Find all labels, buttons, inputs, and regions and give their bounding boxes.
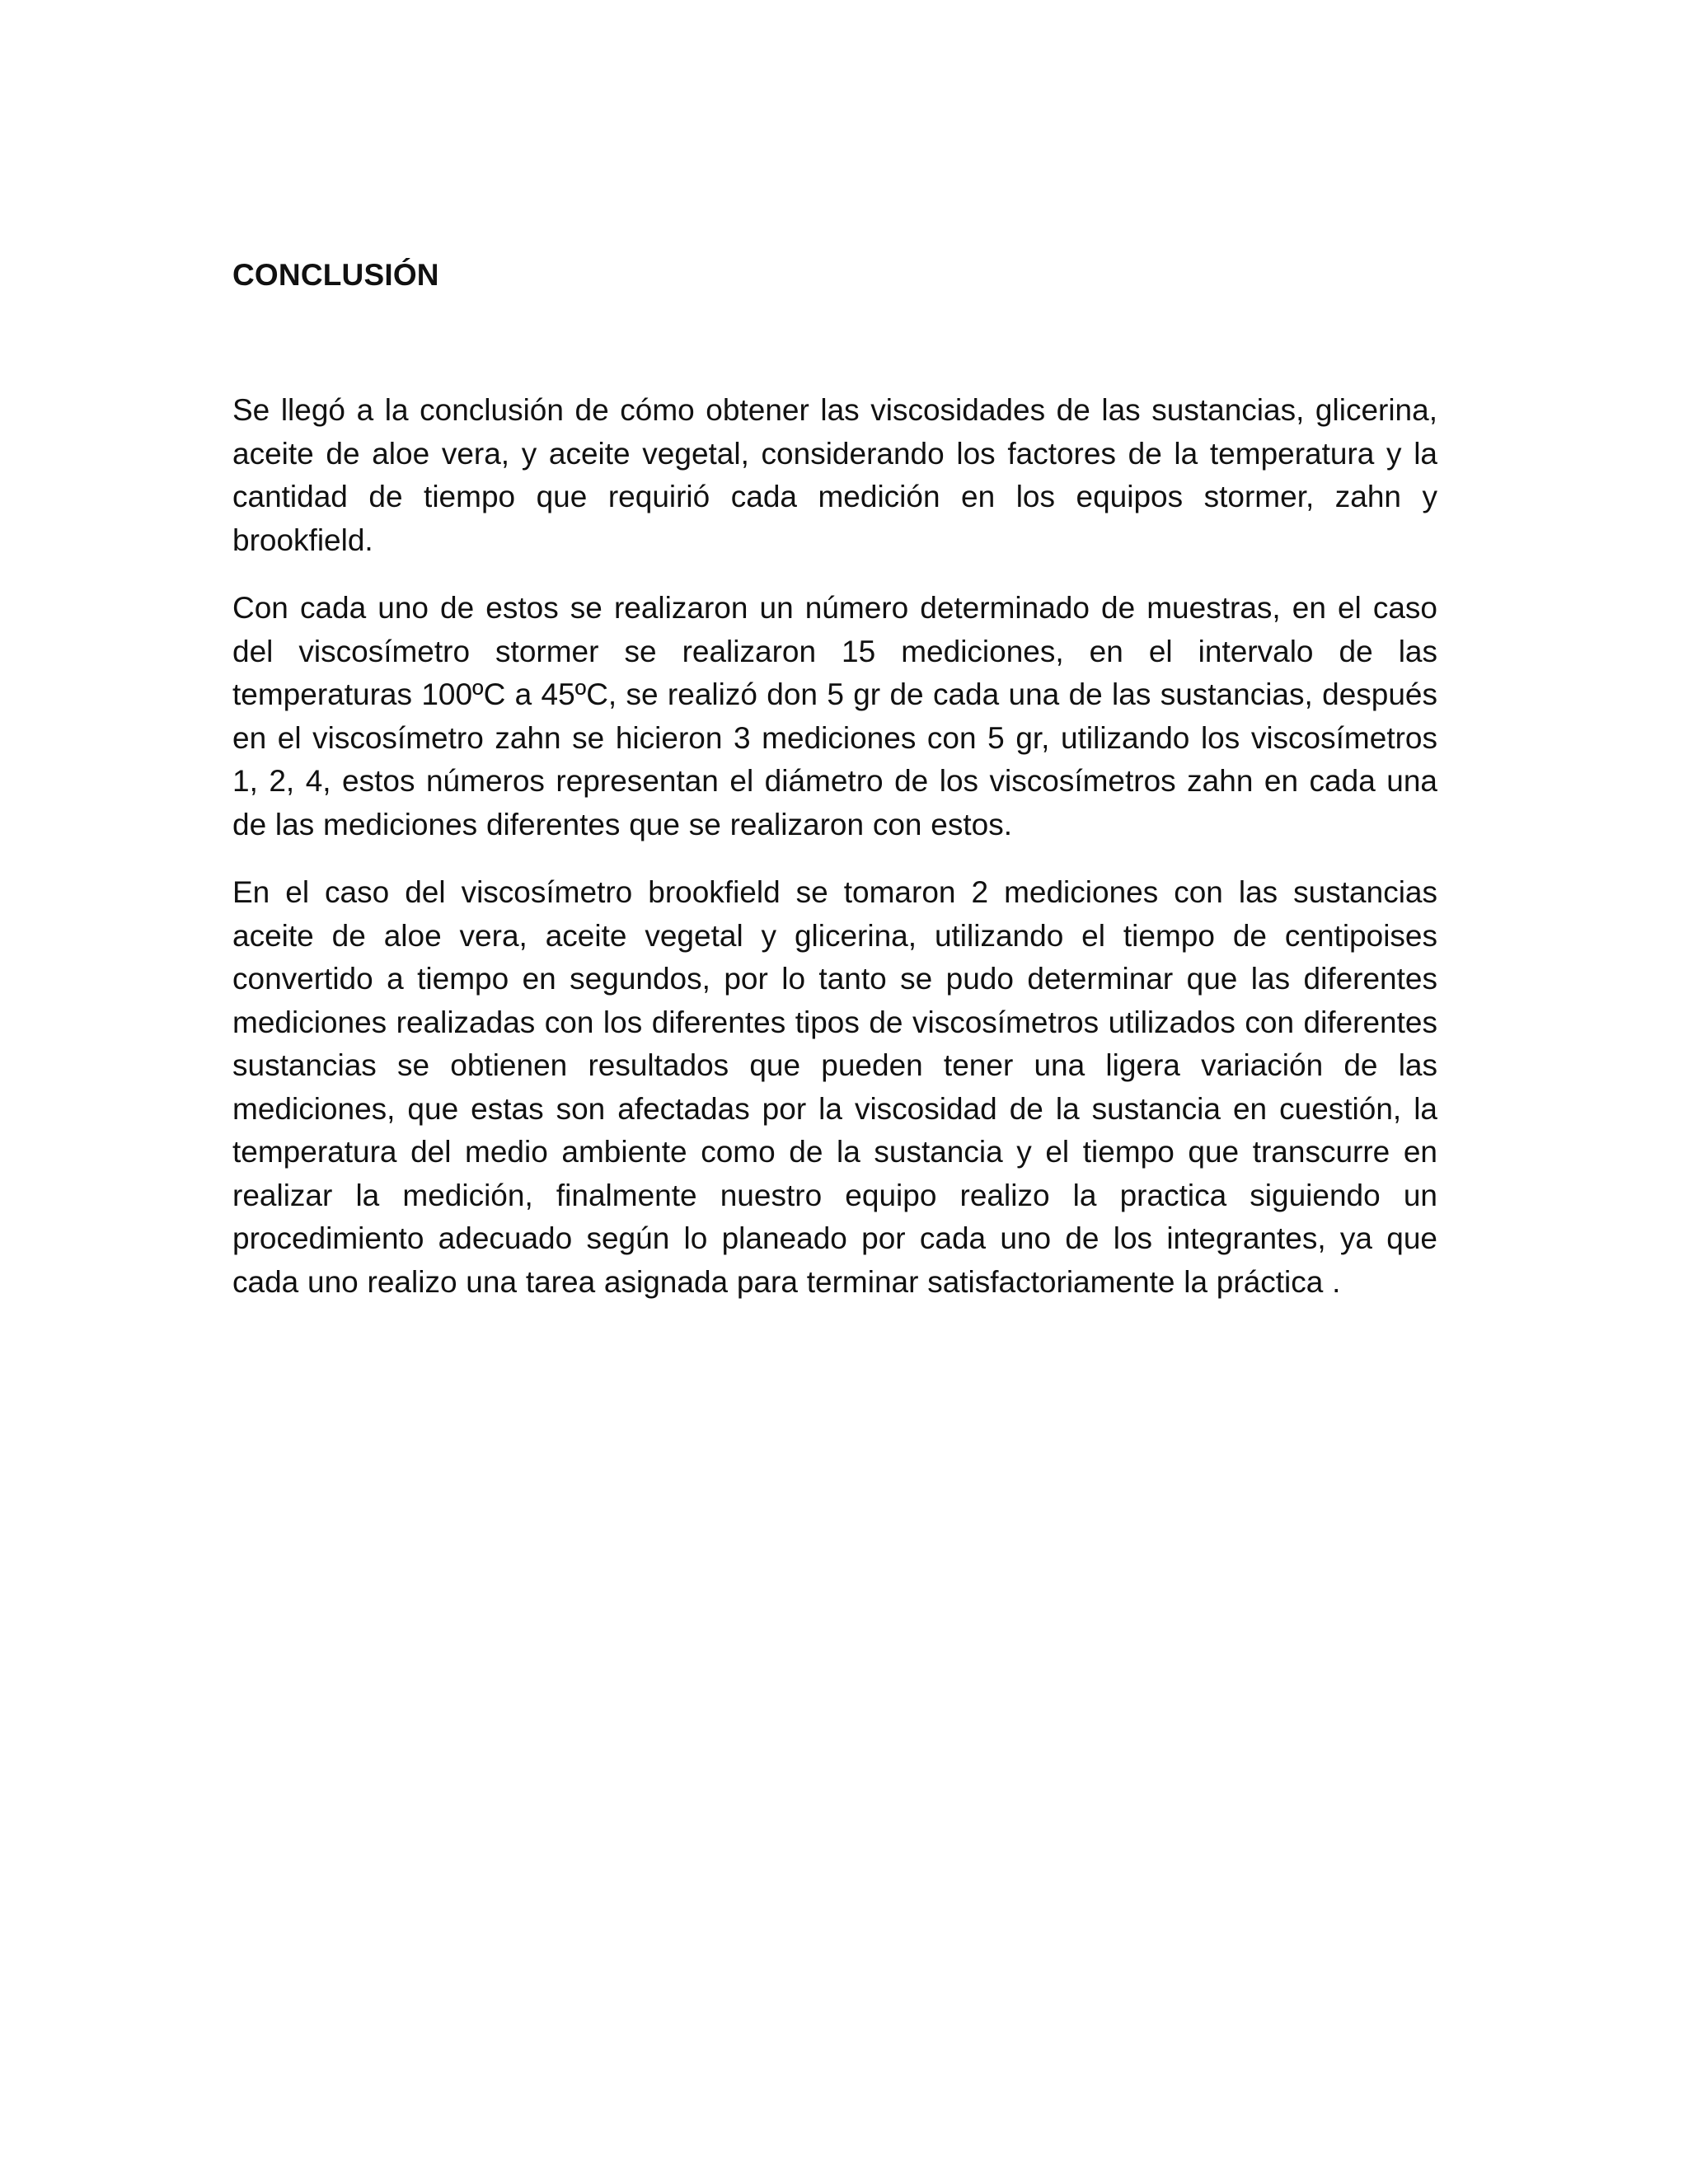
document-body xyxy=(232,254,1437,1329)
paragraph-2: Con cada uno de estos se realizaron un número determinado de muestras, en el caso del viscosímetro stormer se realizaron 15 mediciones, en el intervalo de las temperaturas 100ºC a 45ºC, se realizó don 5 gr de cada una de las sustancias, después en el viscosímetro zahn se hicieron 3 mediciones con 5 gr, utilizando los viscosímetros 1, 2, 4, estos números representan el diámetro de los viscosímetros zahn en cada una de las mediciones diferentes que se realizaron con estos. xyxy=(232,591,1437,841)
paragraph-1: Se llegó a la conclusión de cómo obtener las viscosidades de las sustancias, glicerina, aceite de aloe vera, y aceite vegetal, considerando los factores de la temperatura y la cantidad de tiempo que requirió cada medición en los equipos stormer, zahn y brookfield. xyxy=(232,393,1437,557)
section-heading: CONCLUSIÓN xyxy=(232,258,439,292)
paragraph-3: En el caso del viscosímetro brookfield se tomaron 2 mediciones con las sustancias aceite de aloe vera, aceite vegetal y glicerina, utilizando el tiempo de centipoises convertido a tiempo en segundos, por lo tanto se pudo determinar que las diferentes mediciones realizadas con los diferentes tipos de viscosímetros utilizados con diferentes sustancias se obtienen resultados que pueden tener una ligera variación de las mediciones, que estas son afectadas por la viscosidad de la sustancia en cuestión, la temperatura del medio ambiente como de la sustancia y el tiempo que transcurre en realizar la medición, finalmente nuestro equipo realizo la practica siguiendo un procedimiento adecuado según lo planeado por cada uno de los integrantes, ya que cada uno realizo una tarea asignada para terminar satisfactoriamente la práctica . xyxy=(232,875,1437,1299)
